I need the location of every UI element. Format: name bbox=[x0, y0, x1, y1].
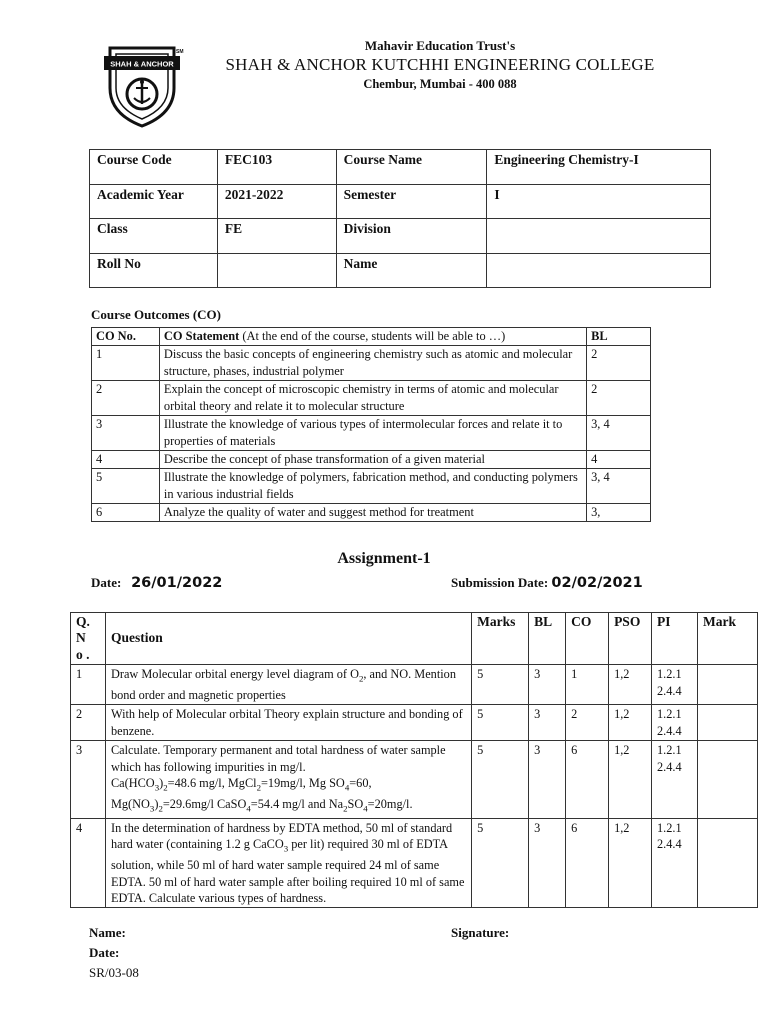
question-mark-obtained bbox=[697, 741, 757, 819]
co-no: 3 bbox=[92, 416, 160, 451]
college-header bbox=[180, 37, 700, 92]
question-pi: 1.2.1 2.4.4 bbox=[652, 741, 698, 819]
co-statement: Explain the concept of microscopic chemistry in terms of atomic and molecular orbital theory and relate it to molecular structure bbox=[159, 381, 586, 416]
co-bl-header: BL bbox=[587, 328, 651, 346]
course-info-table bbox=[89, 149, 711, 288]
question-no: 2 bbox=[71, 705, 106, 741]
pi-header: PI bbox=[652, 613, 698, 665]
college-name: SHAH & ANCHOR KUTCHHI ENGINEERING COLLEGE bbox=[225, 55, 655, 74]
question-pso: 1,2 bbox=[609, 705, 652, 741]
question-mark-obtained bbox=[697, 818, 757, 907]
co-bl: 3, bbox=[587, 504, 651, 522]
question-co: 6 bbox=[566, 741, 609, 819]
co-no: 1 bbox=[92, 346, 160, 381]
co-statement: Describe the concept of phase transformation of a given material bbox=[159, 451, 586, 469]
co-caption: Course Outcomes (CO) bbox=[91, 307, 221, 322]
assignment-title: Assignment-1 bbox=[337, 550, 431, 567]
questions-table bbox=[70, 612, 758, 908]
co-bl: 2 bbox=[587, 346, 651, 381]
date-value: 26/01/2022 bbox=[131, 575, 223, 591]
question-bl: 3 bbox=[529, 705, 566, 741]
question-marks: 5 bbox=[472, 818, 529, 907]
question-pi: 1.2.1 2.4.4 bbox=[652, 818, 698, 907]
question-co: 2 bbox=[566, 705, 609, 741]
roll-no-label: Roll No bbox=[90, 253, 218, 288]
table-row bbox=[71, 741, 758, 819]
question-marks: 5 bbox=[472, 741, 529, 819]
table-row bbox=[92, 504, 651, 522]
college-logo bbox=[100, 44, 184, 128]
table-row bbox=[92, 381, 651, 416]
co-no: 5 bbox=[92, 469, 160, 504]
question-pi: 1.2.1 2.4.4 bbox=[652, 665, 698, 705]
co-statement: Discuss the basic concepts of engineering chemistry such as atomic and molecular structure, phases, industrial polymer bbox=[159, 346, 586, 381]
question-text: Draw Molecular orbital energy level diagram of $O_2$, and NO. Mention bond order and magnetic properties bbox=[105, 665, 471, 705]
pso-header: PSO bbox=[609, 613, 652, 665]
division-label: Division bbox=[336, 219, 487, 254]
question-text: In the determination of hardness by EDTA method, 50 ml of standard hard water (containing 1.2 g CaCO$_3$ per lit) required 30 ml of EDTA solution, while 50 ml of hard water sample required 24 ml of same EDTA. 50 ml of hard water sample after boiling required 10 ml of same EDTA. Calculate various types of hardness. bbox=[105, 818, 471, 907]
question-text: With help of Molecular orbital Theory explain structure and bonding of benzene. bbox=[105, 705, 471, 741]
table-row bbox=[90, 219, 711, 254]
question-bl: 3 bbox=[529, 818, 566, 907]
question-header: Question bbox=[105, 613, 471, 665]
question-pi: 1.2.1 2.4.4 bbox=[652, 705, 698, 741]
co-statement: Illustrate the knowledge of various types of intermolecular forces and relate it to properties of materials bbox=[159, 416, 586, 451]
co-bl: 3, 4 bbox=[587, 416, 651, 451]
academic-year-value: 2021-2022 bbox=[217, 184, 336, 219]
co-statement: Illustrate the knowledge of polymers, fabrication method, and conducting polymers in various industrial fields bbox=[159, 469, 586, 504]
table-row bbox=[92, 416, 651, 451]
question-mark-obtained bbox=[697, 705, 757, 741]
question-co: 6 bbox=[566, 818, 609, 907]
table-row bbox=[92, 469, 651, 504]
college-address: Chembur, Mumbai - 400 088 bbox=[363, 77, 517, 91]
table-row bbox=[90, 253, 711, 288]
semester-value: I bbox=[487, 184, 711, 219]
roll-no-value bbox=[217, 253, 336, 288]
question-bl: 3 bbox=[529, 665, 566, 705]
question-pso: 1,2 bbox=[609, 741, 652, 819]
question-co: 1 bbox=[566, 665, 609, 705]
question-marks: 5 bbox=[472, 705, 529, 741]
date-field-label: Date: bbox=[89, 945, 120, 960]
qno-header bbox=[71, 613, 106, 665]
logo-mark: SM bbox=[176, 49, 184, 55]
division-value bbox=[487, 219, 711, 254]
name-value bbox=[487, 253, 711, 288]
co-no-header: CO No. bbox=[92, 328, 160, 346]
table-row bbox=[71, 818, 758, 907]
submission-date-line bbox=[451, 575, 643, 591]
table-row bbox=[92, 346, 651, 381]
co-bl: 4 bbox=[587, 451, 651, 469]
document-reference: SR/03-08 bbox=[89, 965, 139, 980]
marks-header: Marks bbox=[472, 613, 529, 665]
question-no: 3 bbox=[71, 741, 106, 819]
table-header-row bbox=[71, 613, 758, 665]
course-name-value: Engineering Chemistry-I bbox=[487, 150, 711, 185]
table-row bbox=[92, 451, 651, 469]
qno-header-text: Q. No . bbox=[76, 614, 90, 662]
co-bl: 3, 4 bbox=[587, 469, 651, 504]
table-header-row bbox=[92, 328, 651, 346]
co-header: CO bbox=[566, 613, 609, 665]
table-row bbox=[90, 150, 711, 185]
table-row bbox=[71, 705, 758, 741]
course-name-label: Course Name bbox=[336, 150, 487, 185]
question-no: 1 bbox=[71, 665, 106, 705]
co-statement-header bbox=[159, 328, 586, 346]
class-value: FE bbox=[217, 219, 336, 254]
co-bl: 2 bbox=[587, 381, 651, 416]
name-field-label: Name: bbox=[89, 925, 126, 940]
semester-label: Semester bbox=[336, 184, 487, 219]
course-outcomes-table bbox=[91, 327, 651, 522]
question-text: Calculate. Temporary permanent and total hardness of water sample which has following impurities in mg/l. $Ca(HCO_3)_2=48.6$ mg/l, MgCl$_2$=19mg/l, Mg $SO_4=60$, $Mg(NO_3)_2=29.6mg/l$ CaSO$_4$=54.4 mg/l and $Na_2SO_4=20mg/l$. bbox=[105, 741, 471, 819]
question-marks: 5 bbox=[472, 665, 529, 705]
question-mark-obtained bbox=[697, 665, 757, 705]
co-statement-header-bold: CO Statement bbox=[163, 329, 240, 343]
bl-header: BL bbox=[529, 613, 566, 665]
academic-year-label: Academic Year bbox=[90, 184, 218, 219]
co-statement-header-rest: (At the end of the course, students will be able to …) bbox=[239, 329, 506, 343]
trust-name: Mahavir Education Trust's bbox=[364, 38, 516, 53]
table-row bbox=[71, 665, 758, 705]
submission-date-label: Submission Date: bbox=[451, 575, 549, 590]
co-no: 4 bbox=[92, 451, 160, 469]
course-code-value: FEC103 bbox=[217, 150, 336, 185]
logo-text: SHAH & ANCHOR bbox=[110, 59, 174, 69]
course-code-label: Course Code bbox=[90, 150, 218, 185]
question-pso: 1,2 bbox=[609, 665, 652, 705]
question-pso: 1,2 bbox=[609, 818, 652, 907]
class-label: Class bbox=[90, 219, 218, 254]
table-row bbox=[90, 184, 711, 219]
date-line bbox=[91, 575, 222, 591]
co-statement: Analyze the quality of water and suggest method for treatment bbox=[159, 504, 586, 522]
question-bl: 3 bbox=[529, 741, 566, 819]
submission-date-value: 02/02/2021 bbox=[551, 575, 643, 591]
signature-label: Signature: bbox=[451, 925, 510, 940]
question-no: 4 bbox=[71, 818, 106, 907]
name-label: Name bbox=[336, 253, 487, 288]
shield-logo-icon bbox=[100, 44, 184, 128]
co-no: 6 bbox=[92, 504, 160, 522]
co-no: 2 bbox=[92, 381, 160, 416]
date-label: Date: bbox=[91, 575, 122, 590]
mark-header: Mark bbox=[697, 613, 757, 665]
